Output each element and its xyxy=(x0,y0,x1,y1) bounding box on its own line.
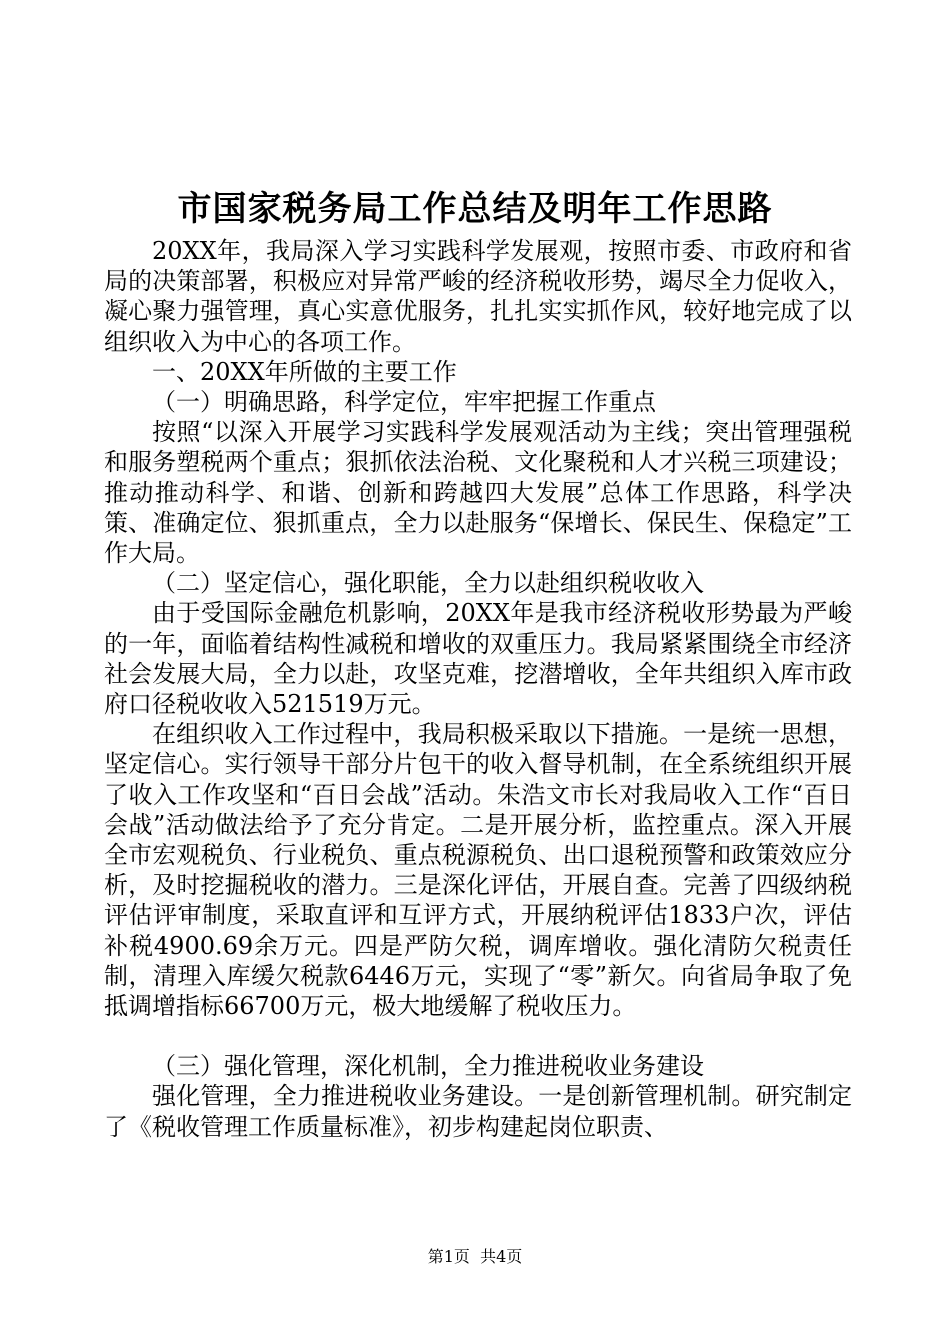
document-title: 市国家税务局工作总结及明年工作思路 xyxy=(177,189,773,229)
paragraph-revenue: 由于受国际金融危机影响，20XX年是我市经济税收形势最为严峻的一年，面临着结构性减税和增收的双重压力。我局紧紧围绕全市经济社会发展大局，全力以赴，攻坚克难，挖潜增收，全年共组织入库市政府口径税收收入521519万元。 xyxy=(104,599,852,719)
paragraph-intro: 20XX年，我局深入学习实践科学发展观，按照市委、市政府和省局的决策部署，积极应对异常严峻的经济税收形势，竭尽全力促收入，凝心聚力强管理，真心实意优服务，扎扎实实抓作风，较好地完成了以组织收入为中心的各项工作。 xyxy=(104,237,852,356)
subsection-heading-1: （一）明确思路，科学定位，牢牢把握工作重点 xyxy=(152,388,656,417)
paragraph-work-thinking: 按照“以深入开展学习实践科学发展观活动为主线；突出管理强税和服务塑税两个重点；狠抓依法治税、文化聚税和人才兴税三项建设；推动推动科学、和谐、创新和跨越四大发展”总体工作思路，科学决策、准确定位、狠抓重点，全力以赴服务“保增长、保民生、保稳定”工作大局。 xyxy=(104,418,852,568)
document-body xyxy=(104,236,852,1142)
paragraph-management: 强化管理，全力推进税收业务建设。一是创新管理机制。研究制定了《税收管理工作质量标准》，初步构建起岗位职责、 xyxy=(104,1082,852,1141)
subsection-heading-3: （三）强化管理，深化机制，全力推进税收业务建设 xyxy=(152,1052,704,1081)
page-footer: 第1页 共4页 xyxy=(427,1247,523,1266)
paragraph-measures: 在组织收入工作过程中，我局积极采取以下措施。一是统一思想，坚定信心。实行领导干部分片包干的收入督导机制，在全系统组织开展了收入工作攻坚和“百日会战”活动。朱浩文市长对我局收入工作“百日会战”活动做法给予了充分肯定。二是开展分析，监控重点。深入开展全市宏观税负、行业税负、重点税源税负、出口退税预警和政策效应分析，及时挖掘税收的潜力。三是深化评估，开展自查。完善了四级纳税评估评审制度，采取直评和互评方式，开展纳税评估1833户次，评估补税4900.69余万元。四是严防欠税，调库增收。强化清防欠税责任制，清理入库缓欠税款6446万元，实现了“零”新欠。向省局争取了免抵调增指标66700万元，极大地缓解了税收压力。 xyxy=(104,720,852,1021)
subsection-heading-2: （二）坚定信心，强化职能，全力以赴组织税收收入 xyxy=(152,569,704,598)
section-heading-main-work: 一、20XX年所做的主要工作 xyxy=(152,357,457,386)
